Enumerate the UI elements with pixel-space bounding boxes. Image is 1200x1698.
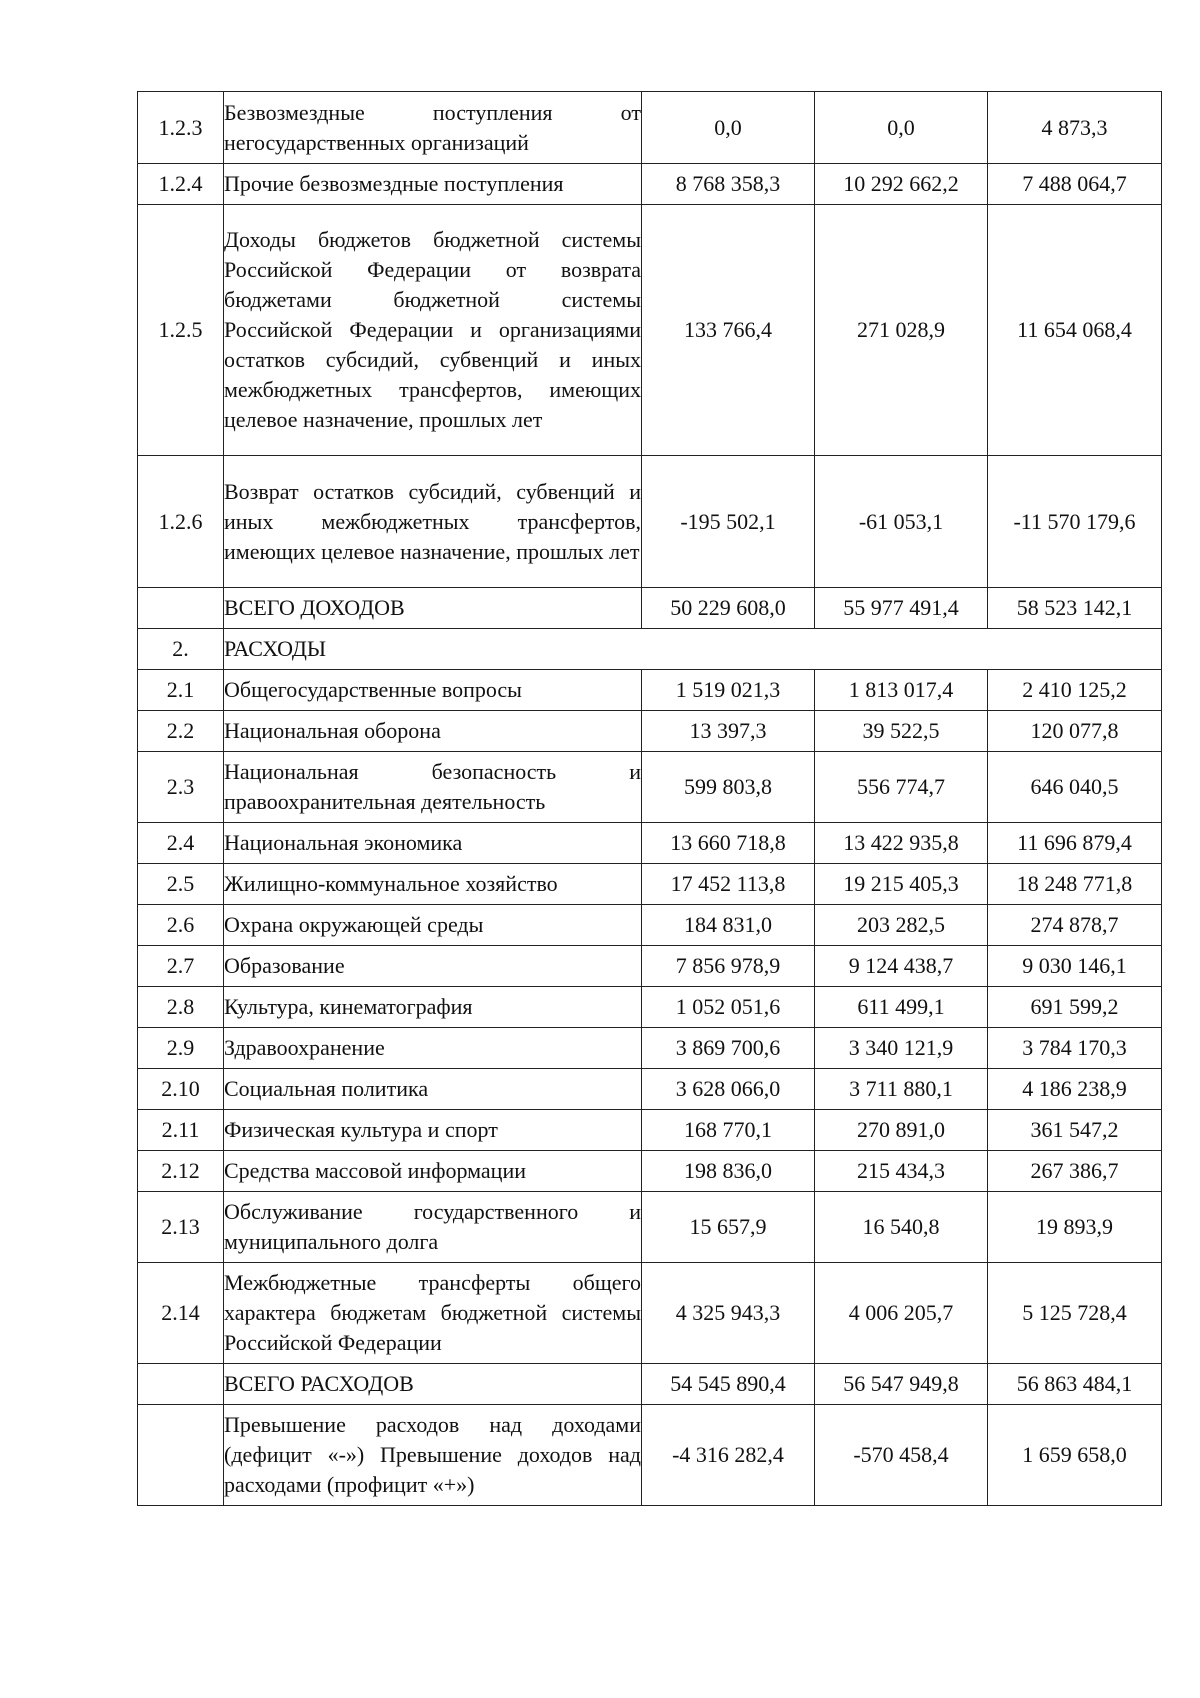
row-name: Национальная экономика: [224, 823, 642, 864]
row-code: 1.2.3: [138, 92, 224, 164]
section-title: РАСХОДЫ: [224, 629, 1162, 670]
row-value-3: 267 386,7: [988, 1151, 1162, 1192]
row-code: 1.2.5: [138, 205, 224, 456]
row-value-2: 4 006 205,7: [815, 1263, 988, 1364]
table-row: [138, 905, 1162, 946]
row-name: Средства массовой информации: [224, 1151, 642, 1192]
row-value-1: 1 052 051,6: [642, 987, 815, 1028]
row-value-2: 16 540,8: [815, 1192, 988, 1263]
document-page: [137, 91, 1161, 1506]
row-value-3: -11 570 179,6: [988, 456, 1162, 588]
row-name: Национальная безопасность и правоохранительная деятельность: [224, 752, 642, 823]
row-value-3: 9 030 146,1: [988, 946, 1162, 987]
row-value-1: 3 628 066,0: [642, 1069, 815, 1110]
row-value-3: 5 125 728,4: [988, 1263, 1162, 1364]
row-value-1: -4 316 282,4: [642, 1405, 815, 1506]
row-value-2: -570 458,4: [815, 1405, 988, 1506]
row-value-2: 9 124 438,7: [815, 946, 988, 987]
row-value-3: 3 784 170,3: [988, 1028, 1162, 1069]
row-value-2: 215 434,3: [815, 1151, 988, 1192]
row-value-1: -195 502,1: [642, 456, 815, 588]
row-name: Превышение расходов над доходами (дефицит «-») Превышение доходов над расходами (профицит «+»): [224, 1405, 642, 1506]
row-code: 2.4: [138, 823, 224, 864]
row-value-1: 8 768 358,3: [642, 164, 815, 205]
row-value-2: 271 028,9: [815, 205, 988, 456]
row-code: 2.5: [138, 864, 224, 905]
row-code: 1.2.4: [138, 164, 224, 205]
row-value-2: -61 053,1: [815, 456, 988, 588]
row-code: 2.2: [138, 711, 224, 752]
row-code: [138, 588, 224, 629]
row-name: Общегосударственные вопросы: [224, 670, 642, 711]
row-value-2: 19 215 405,3: [815, 864, 988, 905]
row-value-3: 361 547,2: [988, 1110, 1162, 1151]
row-code: [138, 1405, 224, 1506]
row-value-1: 17 452 113,8: [642, 864, 815, 905]
total-expense-row: [138, 1364, 1162, 1405]
table-row: [138, 92, 1162, 164]
row-value-1: 1 519 021,3: [642, 670, 815, 711]
row-value-3: 7 488 064,7: [988, 164, 1162, 205]
row-code: 2.7: [138, 946, 224, 987]
row-value-1: 54 545 890,4: [642, 1364, 815, 1405]
row-value-2: 270 891,0: [815, 1110, 988, 1151]
row-code: 2.10: [138, 1069, 224, 1110]
row-value-1: 184 831,0: [642, 905, 815, 946]
row-name: Возврат остатков субсидий, субвенций и иных межбюджетных трансфертов, имеющих целевое назначение, прошлых лет: [224, 456, 642, 588]
table-row: [138, 1192, 1162, 1263]
row-code: 2.9: [138, 1028, 224, 1069]
budget-table: [137, 91, 1162, 1506]
row-value-2: 10 292 662,2: [815, 164, 988, 205]
table-row: [138, 1069, 1162, 1110]
row-value-3: 1 659 658,0: [988, 1405, 1162, 1506]
row-name: Национальная оборона: [224, 711, 642, 752]
row-value-2: 1 813 017,4: [815, 670, 988, 711]
row-code: [138, 1364, 224, 1405]
row-code: 1.2.6: [138, 456, 224, 588]
row-value-1: 198 836,0: [642, 1151, 815, 1192]
table-row: [138, 987, 1162, 1028]
section-code: 2.: [138, 629, 224, 670]
row-value-2: 3 340 121,9: [815, 1028, 988, 1069]
row-value-1: 133 766,4: [642, 205, 815, 456]
row-name: ВСЕГО ДОХОДОВ: [224, 588, 642, 629]
row-value-1: 0,0: [642, 92, 815, 164]
row-value-2: 56 547 949,8: [815, 1364, 988, 1405]
row-value-3: 56 863 484,1: [988, 1364, 1162, 1405]
row-name: Охрана окружающей среды: [224, 905, 642, 946]
section-row: [138, 629, 1162, 670]
table-row: [138, 1151, 1162, 1192]
row-code: 2.13: [138, 1192, 224, 1263]
row-value-1: 15 657,9: [642, 1192, 815, 1263]
row-value-3: 274 878,7: [988, 905, 1162, 946]
row-value-3: 2 410 125,2: [988, 670, 1162, 711]
total-income-row: [138, 588, 1162, 629]
row-value-3: 646 040,5: [988, 752, 1162, 823]
table-row: [138, 670, 1162, 711]
row-value-2: 39 522,5: [815, 711, 988, 752]
row-value-1: 3 869 700,6: [642, 1028, 815, 1069]
row-value-1: 13 660 718,8: [642, 823, 815, 864]
row-value-3: 120 077,8: [988, 711, 1162, 752]
table-row: [138, 752, 1162, 823]
row-code: 2.6: [138, 905, 224, 946]
row-value-1: 168 770,1: [642, 1110, 815, 1151]
row-code: 2.3: [138, 752, 224, 823]
row-name: Социальная политика: [224, 1069, 642, 1110]
row-value-2: 203 282,5: [815, 905, 988, 946]
row-name: Здравоохранение: [224, 1028, 642, 1069]
table-row: [138, 205, 1162, 456]
row-name: ВСЕГО РАСХОДОВ: [224, 1364, 642, 1405]
row-value-3: 58 523 142,1: [988, 588, 1162, 629]
table-row: [138, 823, 1162, 864]
table-row: [138, 1028, 1162, 1069]
row-value-3: 4 186 238,9: [988, 1069, 1162, 1110]
row-name: Безвозмездные поступления от негосударственных организаций: [224, 92, 642, 164]
table-row: [138, 456, 1162, 588]
row-value-1: 50 229 608,0: [642, 588, 815, 629]
row-value-3: 18 248 771,8: [988, 864, 1162, 905]
table-row: [138, 946, 1162, 987]
table-row: [138, 711, 1162, 752]
balance-row: [138, 1405, 1162, 1506]
row-code: 2.12: [138, 1151, 224, 1192]
table-row: [138, 1263, 1162, 1364]
row-value-3: 11 696 879,4: [988, 823, 1162, 864]
table-row: [138, 864, 1162, 905]
row-name: Обслуживание государственного и муниципального долга: [224, 1192, 642, 1263]
row-value-3: 11 654 068,4: [988, 205, 1162, 456]
row-name: Жилищно-коммунальное хозяйство: [224, 864, 642, 905]
row-value-1: 7 856 978,9: [642, 946, 815, 987]
row-code: 2.11: [138, 1110, 224, 1151]
row-value-2: 611 499,1: [815, 987, 988, 1028]
row-value-3: 691 599,2: [988, 987, 1162, 1028]
row-name: Доходы бюджетов бюджетной системы Российской Федерации от возврата бюджетами бюджетной системы Российской Федерации и организациями остатков субсидий, субвенций и иных межбюджетных трансфертов, имеющих целевое назначение, прошлых лет: [224, 205, 642, 456]
row-name: Межбюджетные трансферты общего характера бюджетам бюджетной системы Российской Федерации: [224, 1263, 642, 1364]
row-value-2: 556 774,7: [815, 752, 988, 823]
row-value-2: 13 422 935,8: [815, 823, 988, 864]
row-name: Прочие безвозмездные поступления: [224, 164, 642, 205]
row-value-2: 0,0: [815, 92, 988, 164]
row-code: 2.1: [138, 670, 224, 711]
row-name: Образование: [224, 946, 642, 987]
row-name: Физическая культура и спорт: [224, 1110, 642, 1151]
table-row: [138, 164, 1162, 205]
row-name: Культура, кинематография: [224, 987, 642, 1028]
row-value-2: 3 711 880,1: [815, 1069, 988, 1110]
row-code: 2.14: [138, 1263, 224, 1364]
row-value-3: 4 873,3: [988, 92, 1162, 164]
row-value-3: 19 893,9: [988, 1192, 1162, 1263]
row-value-1: 13 397,3: [642, 711, 815, 752]
row-value-1: 599 803,8: [642, 752, 815, 823]
row-code: 2.8: [138, 987, 224, 1028]
table-row: [138, 1110, 1162, 1151]
row-value-2: 55 977 491,4: [815, 588, 988, 629]
row-value-1: 4 325 943,3: [642, 1263, 815, 1364]
